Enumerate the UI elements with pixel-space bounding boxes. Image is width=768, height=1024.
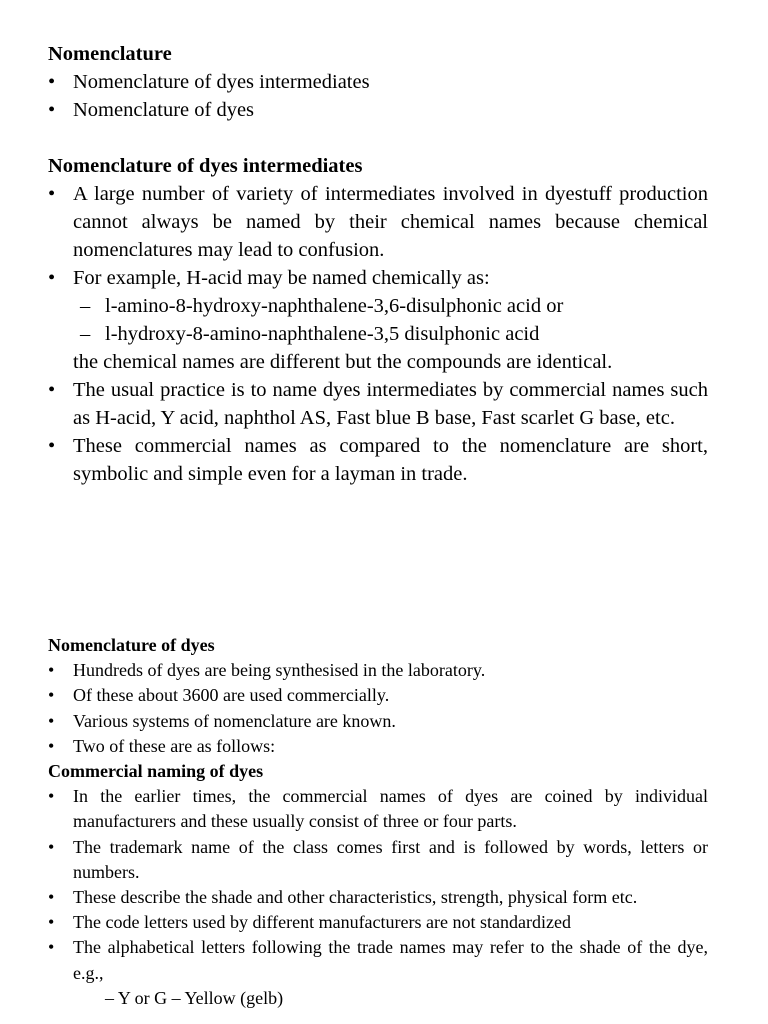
list-item: • Two of these are as follows: [48,734,708,759]
list-item: • Nomenclature of dyes intermediates [48,68,708,96]
list-item: • The trademark name of the class comes first and is followed by words, letters or numbers. [48,835,708,885]
list-item: • Of these about 3600 are used commercially. [48,683,708,708]
sub-list-item [48,292,708,320]
dash-marker: – [80,295,91,317]
heading-dyes-intermediates: Nomenclature of dyes intermediates [48,155,363,177]
list-item: • The alphabetical letters following the trade names may refer to the shade of the dye, e.g., [48,935,708,985]
list-item: • For example, H-acid may be named chemically as: [48,264,708,292]
heading-commercial-naming: Commercial naming of dyes [48,761,264,782]
list-item: • The usual practice is to name dyes intermediates by commercial names such as H-acid, Y acid, naphthol AS, Fast blue B base, Fast scarlet G base, etc. [48,376,708,432]
list-item: • Hundreds of dyes are being synthesised in the laboratory. [48,658,708,683]
list-item: • Nomenclature of dyes [48,96,708,124]
sub-list-item-text: l-hydroxy-8-amino-naphthalene-3,5 disulphonic acid [105,323,540,345]
list-item: • A large number of variety of intermediates involved in dyestuff production cannot always be named by their chemical names because chemical nomenclatures may lead to confusion. [48,180,708,264]
section-upper [48,40,708,488]
section-lower [48,633,708,1011]
list-item: • These commercial names as compared to the nomenclature are short, symbolic and simple even for a layman in trade. [48,432,708,488]
list-item: • These describe the shade and other characteristics, strength, physical form etc. [48,885,708,910]
heading-nomenclature: Nomenclature [48,43,172,65]
spacer [48,124,708,152]
sub-list-item [48,320,708,348]
list-item: • Various systems of nomenclature are known. [48,709,708,734]
list-item: • The code letters used by different manufacturers are not standardized [48,910,708,935]
note-text: the chemical names are different but the compounds are identical. [73,351,613,373]
list-item: • In the earlier times, the commercial names of dyes are coined by individual manufacturers and these usually consist of three or four parts. [48,784,708,834]
sub-list-item-partial: – Y or G – Yellow (gelb) [105,987,284,1008]
dash-marker: – [80,323,91,345]
heading-nomenclature-of-dyes: Nomenclature of dyes [48,635,215,655]
sub-list-item-text: l-amino-8-hydroxy-naphthalene-3,6-disulphonic acid or [105,295,564,317]
